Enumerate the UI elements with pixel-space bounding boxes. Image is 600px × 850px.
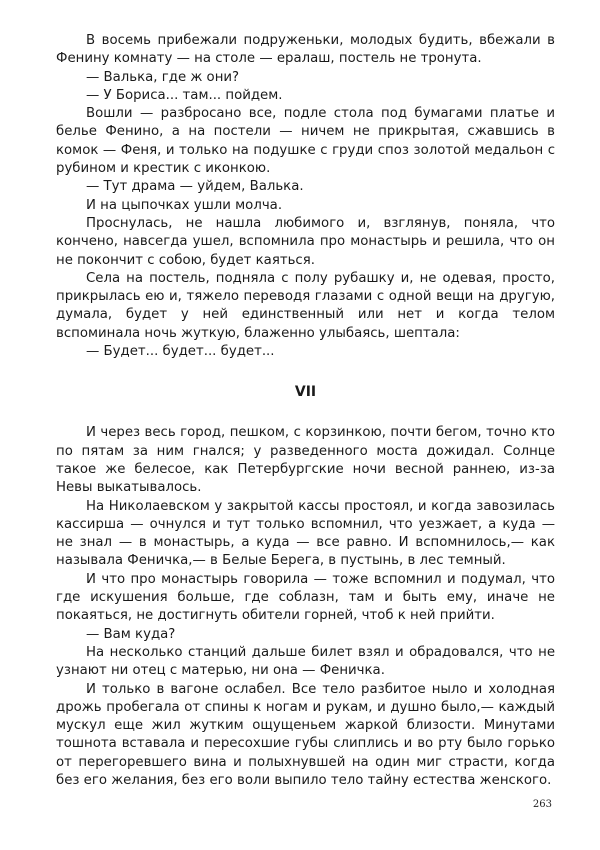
paragraph: На Николаевском у закрытой кассы простоял, и когда завозилась кассирша — очнулся и тут только вспомнил, что уезжает, а куда — не знал — в монастырь, а куда — все равно. И вспомнилось,— как называла Феничка,— в Белые Берега, в пустынь, в лес темный. [56,498,555,569]
paragraph: Села на постель, подняла с полу рубашку и, не одевая, просто, прикрылась ею и, тяжело переводя глазами с одной вещи на другую, думала, будет у ней единственный или нет и когда телом вспоминала ночь жуткую, блаженно улыбаясь, шептала: [56,270,555,341]
page-body [56,32,555,790]
paragraph: И на цыпочках ушли молча. [86,197,283,213]
chapter-heading: VII [294,384,317,401]
paragraph: И через весь город, пешком, с корзинкою, почти бегом, точно кто по пятам за ним гнался; у разведенного моста дожидал. Солнце такое же белесое, как Петербургские ночи весной раннею, из-за Невы выкатывалось. [56,425,555,496]
paragraph: Проснулась, не нашла любимого и, взглянув, поняла, что кончено, навсегда ушел, вспомнила про монастырь и решила, что он не покончит с собою, будет каяться. [56,215,555,268]
paragraph: — У Бориса... там... пойдем. [86,87,283,103]
paragraph: — Будет... будет... будет... [86,344,275,360]
page-number: 263 [532,799,552,810]
paragraph: И только в вагоне ослабел. Все тело разбитое ныло и холодная дрожь пробегала от спины к ногам и рукам, и душно было,— каждый мускул еще жил жутким ощущеньем жаркой близости. Минутами тошнота вставала и пересохшие губы слиплись и во рту было горько от перегоревшего вина и полыхнувшей на один миг страсти, когда без его желания, без его воли выпило тело тайну естества женского. [56,681,555,788]
paragraph: — Вам куда? [86,626,176,642]
paragraph: Вошли — разбросано все, подле стола под бумагами платье и белье Фенино, а на постели — ничем не прикрытая, сжавшись в комок — Феня, и только на подушке с груди споз золотой медальон с рубином и крестик с иконкою. [56,106,555,177]
paragraph: И что про монастырь говорила — тоже вспомнил и подумал, что где искушения больше, где соблазн, там и быть ему, иначе не покаяться, не достигнуть обители горней, чтоб к ней прийти. [56,571,555,624]
paragraph: — Тут драма — уйдем, Валька. [86,179,304,195]
text-section-2 [56,424,555,790]
paragraph: — Валька, где ж они? [86,69,240,85]
text-section-1 [56,32,555,361]
paragraph: В восемь прибежали подруженьки, молодых будить, вбежали в Фенину комнату — на столе — ералаш, постель не тронута. [56,33,555,67]
paragraph: На несколько станций дальше билет взял и обрадовался, что не узнают ни отец с матерью, ни она — Феничка. [56,644,555,679]
